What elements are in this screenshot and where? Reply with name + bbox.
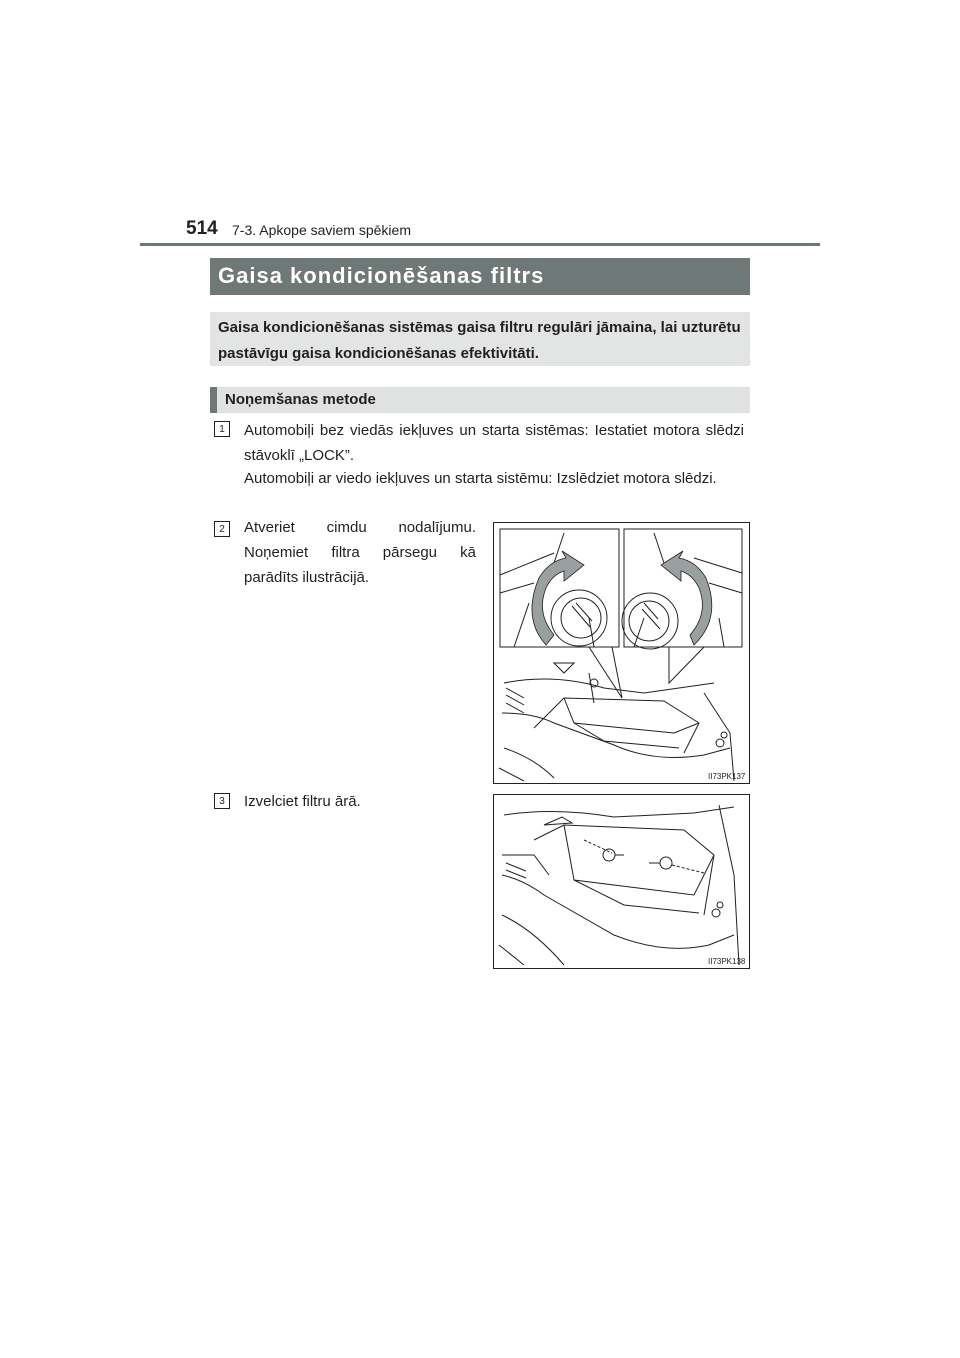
- title-bar: [210, 258, 750, 295]
- step-3-text: Izvelciet filtru ārā.: [244, 793, 361, 810]
- step-2-text: Atveriet cimdu nodalījumu. Noņemiet filtra pārsegu kā parādīts ilustrācijā.: [244, 519, 476, 586]
- step-1-number: 1: [214, 421, 230, 437]
- figure-code: II73PK138: [708, 957, 746, 966]
- step-1-text-a: Automobiļi bez viedās iekļuves un starta sistēmas: Iestatiet motora slēdzi stāvoklī „LOCK”.: [244, 422, 744, 464]
- figure-remove-filter-cover: [493, 522, 750, 784]
- figure-pull-filter: [493, 794, 750, 969]
- step-2-number: 2: [214, 521, 230, 537]
- arrow-icon: [532, 551, 584, 645]
- subheading-bar: [210, 387, 750, 413]
- page-title: Gaisa kondicionēšanas filtrs: [218, 263, 545, 288]
- header-divider: [140, 243, 820, 246]
- glovebox-cover-illustration: [494, 523, 749, 783]
- intro-text: Gaisa kondicionēšanas sistēmas gaisa filtru regulāri jāmaina, lai uzturētu pastāvīgu gaisa kondicionēšanas efektivitāti.: [218, 319, 741, 362]
- subheading: Noņemšanas metode: [225, 391, 376, 408]
- section-title: 7-3. Apkope saviem spēkiem: [232, 222, 411, 238]
- step-3-number: 3: [214, 793, 230, 809]
- figure-code: II73PK137: [708, 772, 746, 781]
- page-number: 514: [186, 218, 218, 239]
- glovebox-filter-illustration: [494, 795, 749, 968]
- intro-box: [210, 312, 750, 366]
- arrow-icon: [661, 551, 712, 645]
- step-1-text-b: Automobiļi ar viedo iekļuves un starta sistēmu: Izslēdziet motora slēdzi.: [244, 470, 717, 487]
